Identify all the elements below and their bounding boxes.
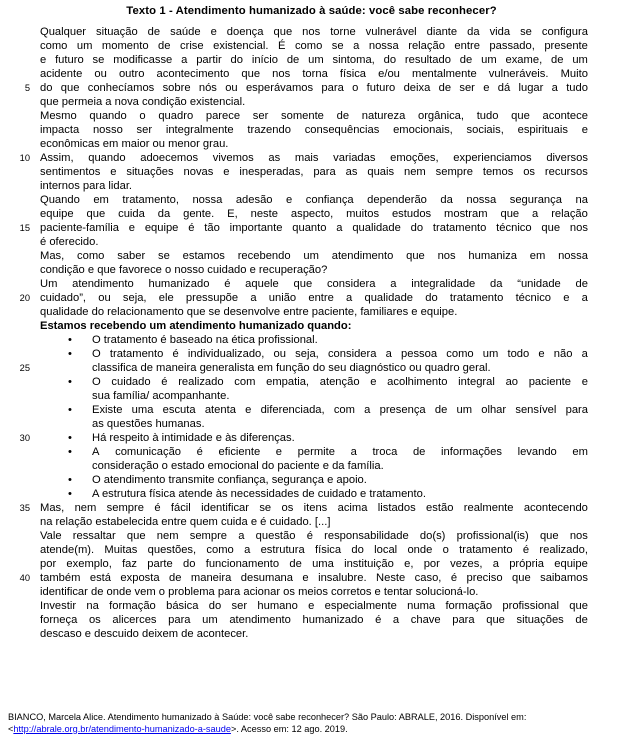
list-item-text: O tratamento é individualizado, ou seja, considera a pessoa como um todo e não a bbox=[92, 348, 588, 360]
line-number: 35 bbox=[19, 503, 30, 513]
source-access-date: . Acesso em: 12 ago. 2019. bbox=[236, 723, 348, 734]
list-item-text: O cuidado é realizado com empatia, atenção e acolhimento integral ao paciente e bbox=[92, 376, 588, 388]
line-number: 5 bbox=[24, 83, 30, 93]
list-item-text: O tratamento é baseado na ética profissional. bbox=[92, 334, 318, 346]
paragraph-line: identificar de onde vem o problema para acionar os meios corretos e tentar solucioná-lo. bbox=[40, 586, 479, 598]
paragraph-line: como um momento de crise existencial. É como se a nossa relação entre passado, presente bbox=[40, 40, 588, 52]
list-item bbox=[68, 333, 588, 347]
paragraph-line: Mas, nem sempre é fácil identificar se os itens acima listados estão realmente acontecendo bbox=[40, 502, 588, 514]
source-reference-text: BIANCO, Marcela Alice. Atendimento humanizado à Saúde: você sabe reconhecer? São Paulo: ABRALE, 2016. Disponível em: bbox=[8, 712, 527, 722]
list-item bbox=[68, 445, 588, 459]
paragraph-line: Assim, quando adoecemos vivemos as mais variadas emoções, experienciamos diversos bbox=[40, 152, 588, 164]
list-item-continuation: as questões humanas. bbox=[92, 418, 205, 430]
paragraph-line: do que conhecíamos sobre nós ou esperávamos para o futuro deixa de ser e dá lugar a tudo bbox=[40, 82, 588, 94]
list-item-text: O atendimento transmite confiança, segurança e apoio. bbox=[92, 474, 367, 486]
paragraph-line: condição e que favorece o nosso cuidado e recuperação? bbox=[40, 264, 328, 276]
list-item-text: A comunicação é eficiente e permite a troca de informações levando em bbox=[92, 446, 588, 458]
source-bracket-close: > bbox=[230, 723, 237, 734]
list-item-text: A estrutura física atende às necessidades de cuidado e tratamento. bbox=[92, 488, 426, 500]
paragraph-line: por exemplo, faz parte do funcionamento de uma instituição e, por vezes, a própria equipe bbox=[40, 558, 588, 570]
paragraph-line: na relação estabelecida entre quem cuida e é cuidado. [...] bbox=[40, 516, 331, 528]
paragraph-line: Mesmo quando o quadro parece ser somente de natureza orgânica, tudo que acontece bbox=[40, 110, 588, 122]
list-item bbox=[68, 403, 588, 417]
bullet-icon: • bbox=[68, 446, 72, 458]
line-number: 15 bbox=[19, 223, 30, 233]
paragraph-line: Qualquer situação de saúde e doença que nos torne vulnerável diante da vida se configura bbox=[40, 26, 588, 38]
list-item-text: Há respeito à intimidade e às diferenças. bbox=[92, 432, 295, 444]
paragraph-line: que permeia a nova condição existencial. bbox=[40, 96, 246, 108]
paragraph-line: é oferecido. bbox=[40, 236, 99, 248]
bullet-icon: • bbox=[68, 474, 72, 486]
list-item-text: Existe uma escuta atenta e diferenciada, com a presença de um olhar sensível para bbox=[92, 404, 588, 416]
page-title: Texto 1 - Atendimento humanizado à saúde: você sabe reconhecer? bbox=[126, 5, 497, 17]
list-item bbox=[68, 347, 588, 361]
line-number: 20 bbox=[19, 293, 30, 303]
line-number: 40 bbox=[19, 573, 30, 583]
bullet-icon: • bbox=[68, 432, 72, 444]
paragraph-line: Mas, como saber se estamos recebendo um atendimento que nos humaniza em nossa bbox=[40, 250, 588, 262]
list-item bbox=[68, 375, 588, 389]
bullet-icon: • bbox=[68, 348, 72, 360]
paragraph-line: acidente ou outro acontecimento que nos torna física e/ou mentalmente vulneráveis. Muito bbox=[40, 68, 588, 80]
paragraph-line: cuidado”, ou seja, ele pressupõe a união entre a qualidade do tratamento técnico e a bbox=[40, 292, 588, 304]
list-item bbox=[68, 431, 588, 445]
paragraph-line: econômicas em maior ou menor grau. bbox=[40, 138, 229, 150]
bullet-icon: • bbox=[68, 334, 72, 346]
paragraph-line: descaso e descuido deixem de acontecer. bbox=[40, 628, 249, 640]
paragraph-line: Quando em tratamento, nossa adesão e confiança dependerão da nossa segurança na bbox=[40, 194, 588, 206]
paragraph-line: Investir na formação básica do ser humano e especialmente numa formação profissional que bbox=[40, 600, 588, 612]
line-number: 25 bbox=[19, 363, 30, 373]
paragraph-line: sentimentos e situações novas e inesperadas, para as quais nem sempre temos os recursos bbox=[40, 166, 588, 178]
section-subheading: Estamos recebendo um atendimento humanizado quando: bbox=[40, 320, 352, 332]
paragraph-line: forneça os alicerces para um atendimento humanizado é a chave para que situações de bbox=[40, 614, 588, 626]
paragraph-line: atende(m). Muitas questões, como a estrutura física do local onde o tratamento é realizado, bbox=[40, 544, 588, 556]
source-citation bbox=[8, 712, 616, 735]
paragraph-line: Vale ressaltar que nem sempre a questão é responsabilidade do(s) profissional(is) que nos bbox=[40, 530, 588, 542]
bullet-icon: • bbox=[68, 404, 72, 416]
list-item-continuation: sua família/ acompanhante. bbox=[92, 390, 230, 402]
source-url-link[interactable]: http://abrale.org.br/atendimento-humanizado-a-saude bbox=[13, 723, 231, 734]
paragraph-line: internos para lidar. bbox=[40, 180, 133, 192]
paragraph-line: qualidade do relacionamento que se desenvolve entre paciente, familiares e equipe. bbox=[40, 306, 458, 318]
paragraph-line: também está exposta de maneira desumana e insalubre. Neste caso, é preciso que saibamos bbox=[40, 572, 588, 584]
list-item-continuation: consideração o estado emocional do paciente e da família. bbox=[92, 460, 384, 472]
paragraph-line: equipe que cuida da gente. E, neste aspecto, muitos estudos mostram que a relação bbox=[40, 208, 588, 220]
source-bracket-open: < bbox=[8, 723, 14, 734]
paragraph-line: Um atendimento humanizado é aquele que considera a integralidade da “unidade de bbox=[40, 278, 588, 290]
list-item-continuation: classifica de maneira generalista em função do seu diagnóstico ou quadro geral. bbox=[92, 362, 491, 374]
bullet-icon: • bbox=[68, 376, 72, 388]
list-item bbox=[68, 487, 588, 501]
paragraph-line: e futuro se modificasse a partir do início de um sintoma, do resultado de um exame, de um bbox=[40, 54, 588, 66]
line-number: 10 bbox=[19, 153, 30, 163]
bullet-icon: • bbox=[68, 488, 72, 500]
paragraph-line: paciente-família e equipe é tão importante quanto a qualidade do tratamento técnico que nos bbox=[40, 222, 588, 234]
paragraph-line: impacta nosso ser integralmente trazendo consequências emocionais, sociais, espirituais e bbox=[40, 124, 588, 136]
line-number: 30 bbox=[19, 433, 30, 443]
text-body bbox=[0, 25, 623, 641]
list-item bbox=[68, 473, 588, 487]
